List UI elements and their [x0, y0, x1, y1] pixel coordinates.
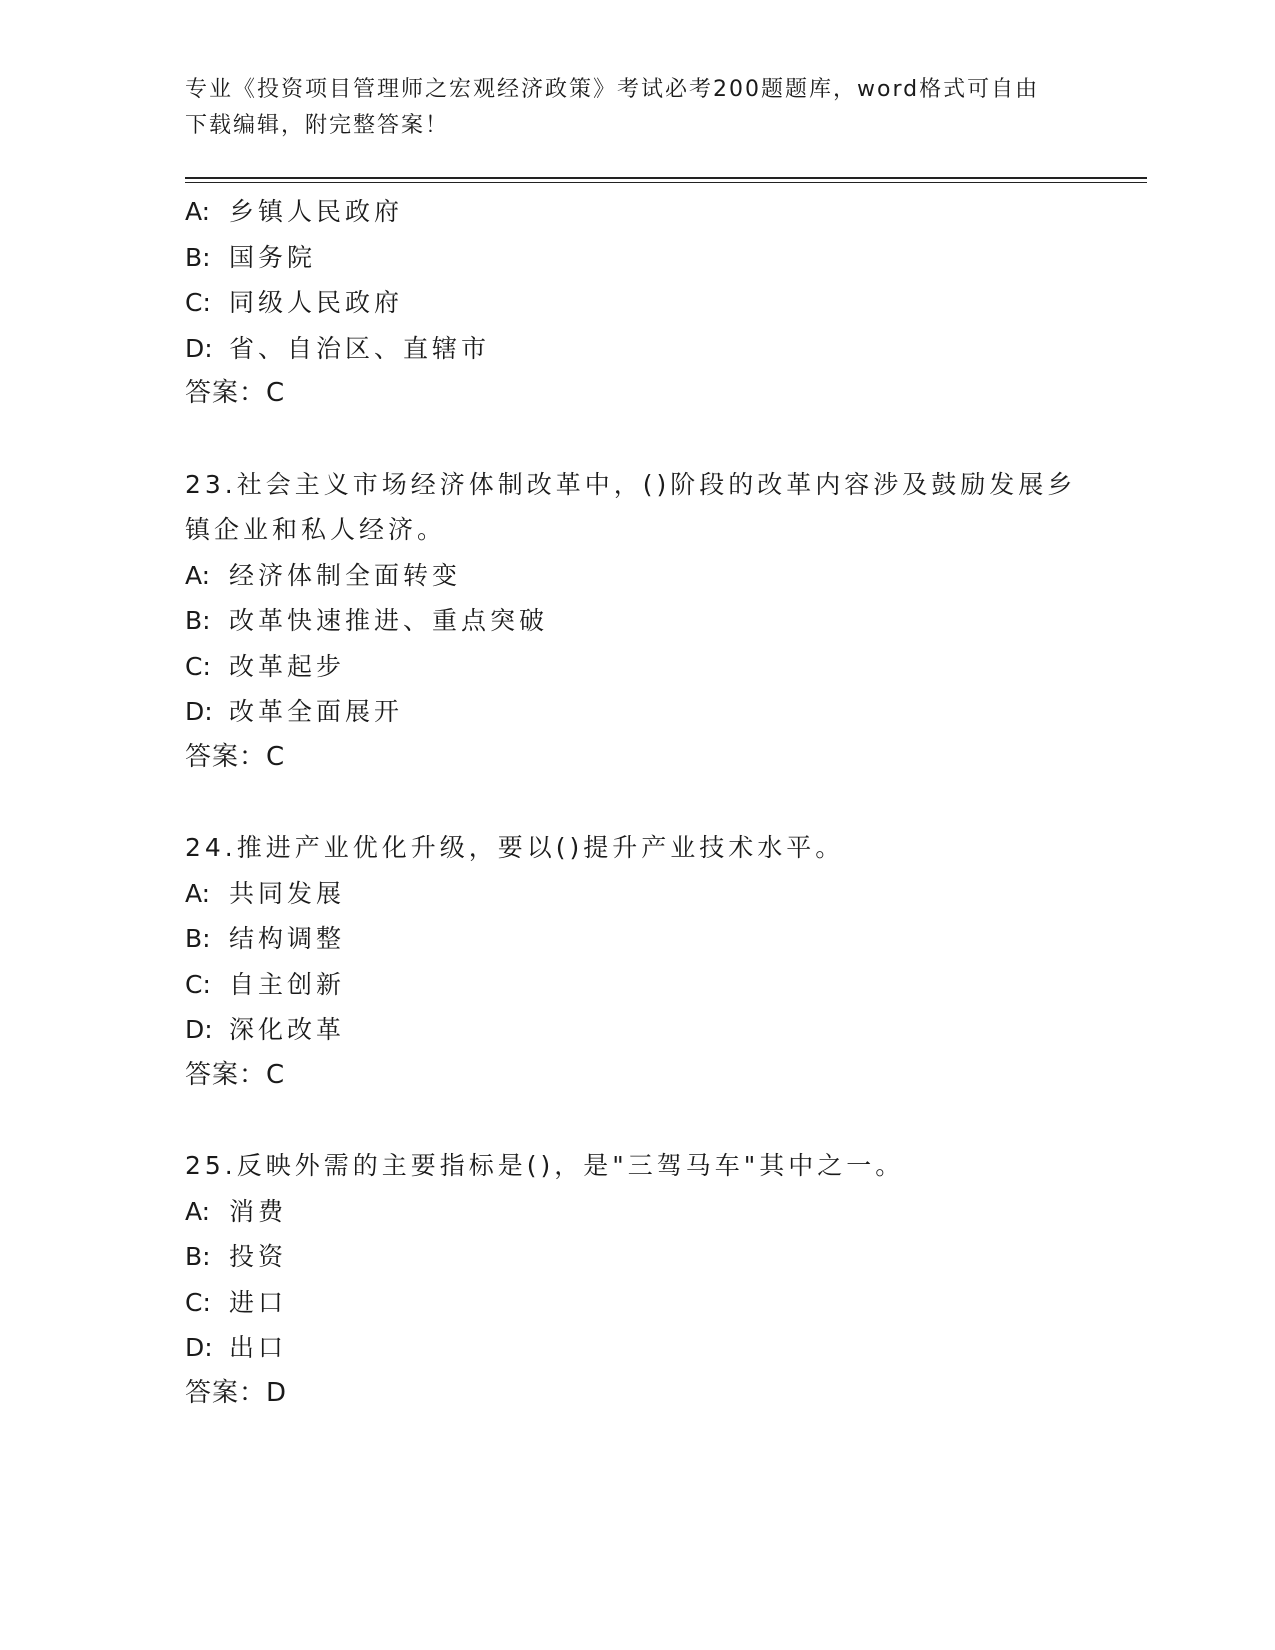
option-b: B: 改革快速推进、重点突破: [185, 606, 549, 635]
question-24: [185, 825, 1085, 1098]
header-line-1: 专业《投资项目管理师之宏观经济政策》考试必考200题题库，word格式可自由: [185, 77, 1040, 102]
answer-line: 答案：D: [185, 1377, 288, 1408]
header-line-2: 下载编辑，附完整答案！: [185, 113, 450, 138]
answer-line: 答案：C: [185, 1059, 286, 1090]
option-c: C: 自主创新: [185, 969, 346, 999]
option-a: A: 经济体制全面转变: [185, 560, 462, 590]
option-c: C: 进口: [185, 1287, 288, 1317]
option-d: D: 深化改革: [185, 1015, 346, 1044]
question-stem-line-1: 23.社会主义市场经济体制改革中，()阶段的改革内容涉及鼓励发展乡: [185, 469, 1077, 499]
question-25: [185, 1143, 1085, 1416]
option-d: D: 省、自治区、直辖市: [185, 333, 491, 363]
question-23: [185, 462, 1085, 781]
option-b: B: 投资: [185, 1242, 288, 1271]
document-header: [185, 72, 1065, 144]
option-b: B: 国务院: [185, 242, 317, 272]
question-22-continued: [185, 189, 1085, 417]
answer-line: 答案：C: [185, 741, 286, 772]
answer-line: 答案：C: [185, 378, 286, 408]
option-c: C: 同级人民政府: [185, 288, 404, 317]
option-a: A: 乡镇人民政府: [185, 197, 404, 226]
option-a: A: 共同发展: [185, 878, 346, 908]
option-d: D: 改革全面展开: [185, 697, 404, 726]
question-stem-line-1: 24.推进产业优化升级，要以()提升产业技术水平。: [185, 833, 845, 862]
question-stem-line-1: 25.反映外需的主要指标是()，是"三驾马车"其中之一。: [185, 1151, 905, 1180]
question-list: [185, 189, 1085, 1416]
option-b: B: 结构调整: [185, 924, 346, 953]
option-c: C: 改革起步: [185, 651, 346, 681]
header-rule-thin: [185, 182, 1147, 183]
header-rule-thick: [185, 177, 1147, 179]
option-a: A: 消费: [185, 1196, 288, 1226]
option-d: D: 出口: [185, 1333, 288, 1362]
question-stem-line-2: 镇企业和私人经济。: [185, 515, 447, 544]
